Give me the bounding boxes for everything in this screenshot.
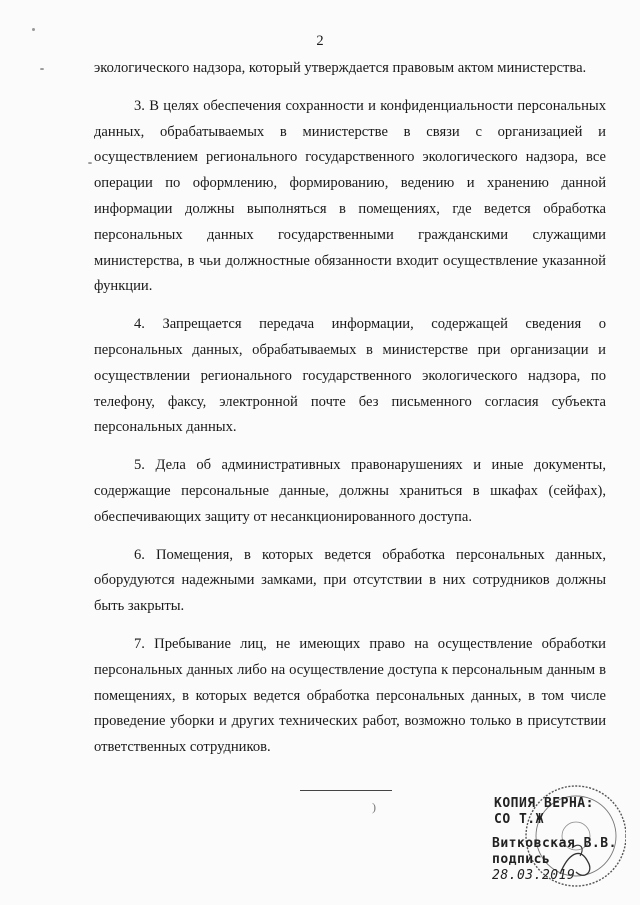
scan-speck (40, 68, 44, 70)
scan-mark: ) (372, 800, 376, 814)
scan-speck (88, 162, 92, 164)
paragraph-item-4: 4. Запрещается передача информации, содержащей сведения о персональных данных, обрабатываемых в министерстве при организации и осуществлении регионального государственного экологического надзора, по телефону, факсу, электронной почте без письменного согласия субъекта персональных данных. (94, 316, 606, 436)
paragraph-continuation: экологического надзора, который утверждается правовым актом министерства. (94, 60, 587, 76)
scan-speck (32, 28, 35, 31)
stamp-signature-label: подпись (492, 852, 551, 867)
stamp-date: 28.03.2019 (492, 868, 576, 883)
paragraph-item-7: 7. Пребывание лиц, не имеющих право на осуществление обработки персональных данных либо на осуществление доступа к персональным данным в помещениях, в которых ведется обработка персональных данных, в том числе проведение уборки и других технических работ, возможно только в присутствии ответственных сотрудников. (94, 635, 606, 756)
stamp-name: Витковская В.В. (492, 836, 617, 851)
stamp-copy-true: КОПИЯ ВЕРНА: (494, 796, 594, 811)
stamp-department: СО Т.Ж (494, 812, 544, 827)
closing-rule (300, 790, 392, 791)
paragraph-item-6: 6. Помещения, в которых ведется обработка персональных данных, оборудуются надежными замками, при отсутствии в них сотрудников должны быть закрыты. (94, 546, 606, 615)
paragraph-item-5: 5. Дела об административных правонарушениях и иные документы, содержащие персональные данные, должны храниться в шкафах (сейфах), обеспечивающих защиту от несанкционированного доступа. (94, 457, 606, 525)
document-body (94, 56, 606, 773)
page-number: 2 (316, 33, 324, 49)
certification-stamp (476, 776, 626, 894)
paragraph-item-3: 3. В целях обеспечения сохранности и конфиденциальности персональных данных, обрабатываемых в министерстве в связи с организацией и осуществлением регионального государственного экологического надзора, все операции по оформлению, формированию, ведению и хранению данной информации должны выполняться в помещениях, где ведется обработка персональных данных государственными гражданскими служащими министерства, в чьи должностные обязанности входит осуществление указанной функции. (94, 97, 606, 295)
